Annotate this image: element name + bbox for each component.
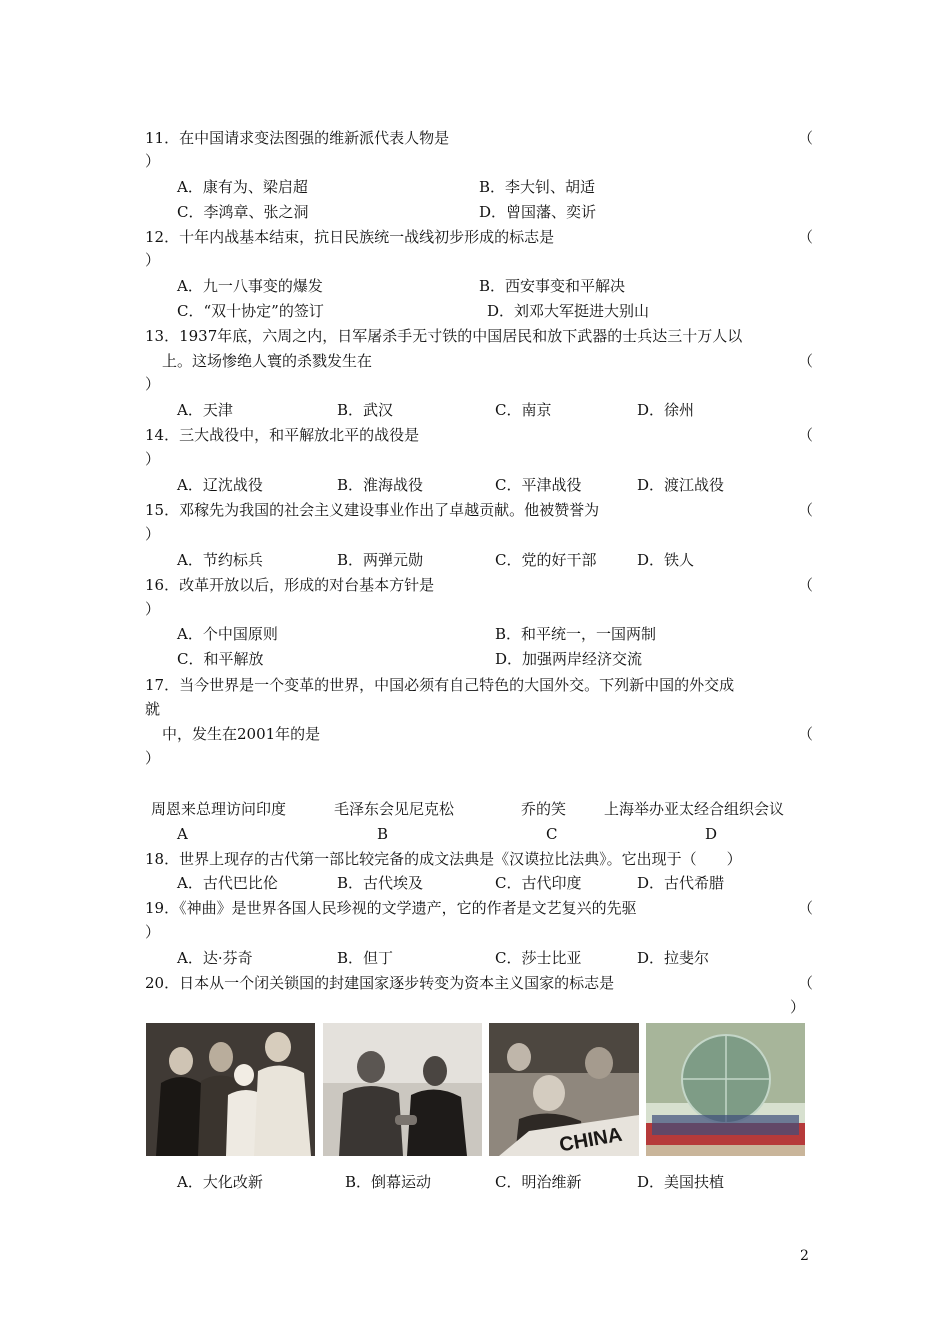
answer-paren-close: ）: [145, 600, 161, 618]
answer-paren-open: （: [798, 352, 814, 370]
answer-paren-open: （: [798, 228, 814, 246]
option-b[interactable]: B．两弹元勋: [337, 551, 424, 569]
photo-caption-d: 上海举办亚太经合组织会议: [604, 800, 785, 818]
photo-qiao-laugh: [489, 1023, 639, 1156]
option-c[interactable]: C．莎士比亚: [495, 949, 582, 967]
option-d[interactable]: D．拉斐尔: [637, 949, 710, 967]
option-d[interactable]: D．美国扶植: [637, 1173, 725, 1191]
option-c[interactable]: C．古代印度: [495, 874, 582, 892]
question-15-stem: 15．邓稼先为我国的社会主义建设事业作出了卓越贡献。他被赞誉为: [145, 501, 600, 519]
answer-paren-open: （: [798, 129, 814, 147]
option-c[interactable]: C．明治维新: [495, 1173, 582, 1191]
option-c[interactable]: C．“双十协定”的签订: [177, 302, 324, 320]
photo-letter-d: D: [705, 825, 718, 843]
option-a[interactable]: A．达·芬奇: [177, 949, 253, 967]
photo-letter-b: B: [377, 825, 389, 843]
answer-paren-open: （: [798, 426, 814, 444]
option-d[interactable]: D．古代希腊: [637, 874, 725, 892]
answer-paren-close: ）: [790, 998, 806, 1016]
photo-mao-meets-nixon: [323, 1023, 482, 1156]
answer-paren-close: ）: [145, 923, 161, 941]
photo-apec-shanghai: [646, 1023, 805, 1156]
option-a[interactable]: A．个中国原则: [177, 625, 278, 643]
answer-paren-open: （: [798, 899, 814, 917]
option-d[interactable]: D．铁人: [637, 551, 695, 569]
option-d[interactable]: D．加强两岸经济交流: [495, 650, 643, 668]
option-a[interactable]: A．九一八事变的爆发: [177, 277, 323, 295]
option-a[interactable]: A．辽沈战役: [177, 476, 263, 494]
option-a[interactable]: A．大化改新: [177, 1173, 263, 1191]
question-13-stem-line2: 上。这场惨绝人寰的杀戮发生在: [162, 352, 373, 370]
option-b[interactable]: B．和平统一，一国两制: [495, 625, 657, 643]
answer-paren-close: ）: [145, 450, 161, 468]
option-b[interactable]: B．西安事变和平解决: [479, 277, 626, 295]
question-17-stem-line2: 中，发生在2001年的是: [162, 725, 321, 743]
answer-paren-open: （: [798, 501, 814, 519]
option-b[interactable]: B．李大钊、胡适: [479, 178, 596, 196]
option-a[interactable]: A．天津: [177, 401, 233, 419]
option-b[interactable]: B．武汉: [337, 401, 394, 419]
option-d[interactable]: D．渡江战役: [637, 476, 725, 494]
option-d[interactable]: D．徐州: [637, 401, 695, 419]
question-11-stem: 11．在中国请求变法图强的维新派代表人物是: [145, 129, 450, 147]
question-12-stem: 12．十年内战基本结束，抗日民族统一战线初步形成的标志是: [145, 228, 555, 246]
question-14-stem: 14．三大战役中，和平解放北平的战役是: [145, 426, 420, 444]
option-b[interactable]: B．但丁: [337, 949, 394, 967]
option-c[interactable]: C．李鸿章、张之洞: [177, 203, 309, 221]
question-19-stem: 19．《神曲》是世界各国人民珍视的文学遗产，它的作者是文艺复兴的先驱: [145, 899, 637, 917]
answer-paren-close: ）: [145, 375, 161, 393]
option-c[interactable]: C．平津战役: [495, 476, 582, 494]
photo-caption-c: 乔的笑: [521, 800, 567, 818]
option-d[interactable]: D．曾国藩、奕䜣: [479, 203, 597, 221]
option-a[interactable]: A．古代巴比伦: [177, 874, 278, 892]
question-20-stem: 20．日本从一个闭关锁国的封建国家逐步转变为资本主义国家的标志是: [145, 974, 615, 992]
option-b[interactable]: B．古代埃及: [337, 874, 424, 892]
option-a[interactable]: A．康有为、梁启超: [177, 178, 308, 196]
answer-paren-open: （: [798, 974, 814, 992]
photo-zhou-enlai-india: [146, 1023, 315, 1156]
photo-caption-a: 周恩来总理访问印度: [151, 800, 287, 818]
answer-paren-open: （: [798, 725, 814, 743]
question-18-stem: 18．世界上现存的古代第一部比较完备的成文法典是《汉谟拉比法典》。它出现于（ ）: [145, 850, 742, 868]
china-placard-text: CHINA: [557, 1123, 624, 1156]
option-c[interactable]: C．党的好干部: [495, 551, 597, 569]
question-13-stem: 13．1937年底，六周之内，日军屠杀手无寸铁的中国居民和放下武器的士兵达三十万人以: [145, 327, 743, 345]
answer-paren-close: ）: [145, 152, 161, 170]
photo-letter-a: A: [177, 825, 188, 843]
answer-paren-close: ）: [145, 749, 161, 767]
option-a[interactable]: A．节约标兵: [177, 551, 263, 569]
question-16-stem: 16．改革开放以后，形成的对台基本方针是: [145, 576, 435, 594]
question-17-stem-wrap: 就: [145, 700, 161, 718]
question-17-stem: 17．当今世界是一个变革的世界，中国必须有自己特色的大国外交。下列新中国的外交成: [145, 676, 735, 694]
answer-paren-close: ）: [145, 251, 161, 269]
option-b[interactable]: B．淮海战役: [337, 476, 424, 494]
option-c[interactable]: C．和平解放: [177, 650, 264, 668]
photo-caption-b: 毛泽东会见尼克松: [334, 800, 455, 818]
option-d[interactable]: D．刘邓大军挺进大别山: [487, 302, 650, 320]
page-number: 2: [800, 1248, 809, 1264]
option-b[interactable]: B．倒幕运动: [345, 1173, 432, 1191]
answer-paren-open: （: [798, 576, 814, 594]
answer-paren-close: ）: [145, 525, 161, 543]
option-c[interactable]: C．南京: [495, 401, 552, 419]
photo-letter-c: C: [546, 825, 558, 843]
